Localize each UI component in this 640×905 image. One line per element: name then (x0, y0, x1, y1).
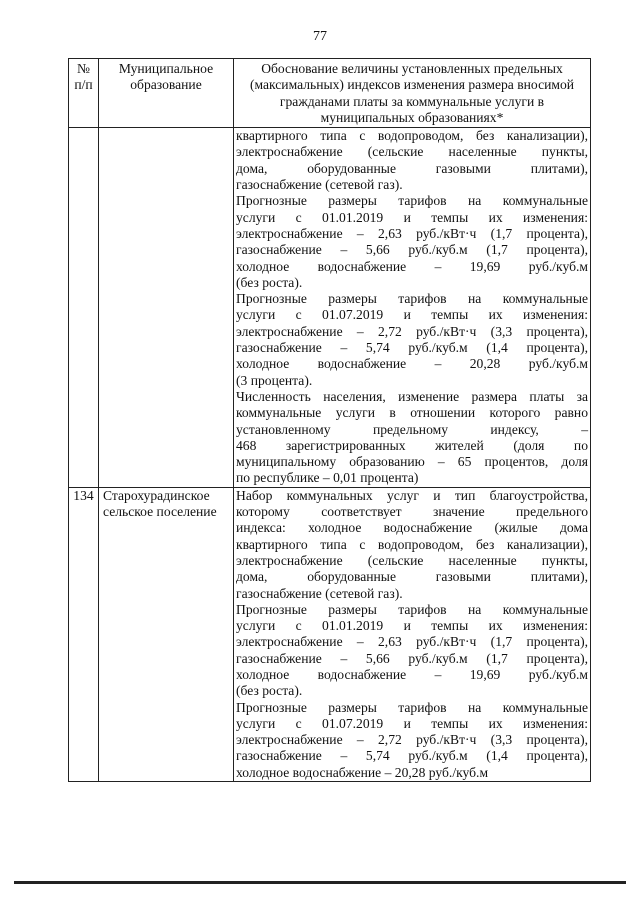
text-line: Прогнозные размеры тарифов на коммунальные (236, 193, 588, 209)
text-line: квартирного типа с водопроводом, без канализации), (236, 128, 588, 144)
text-line: электроснабжение – 2,63 руб./кВт·ч (1,7 процента), (236, 225, 588, 241)
text-line: по республике – 0,01 процента) (236, 470, 419, 486)
text-line: дома, оборудованные газовыми плитами), (236, 160, 588, 176)
text-line: холодное водоснабжение – 19,69 руб./куб.м (236, 258, 588, 274)
justification-paragraph (236, 602, 588, 700)
municipality-name (99, 128, 234, 488)
text-line: которому соответствует значение предельного (236, 504, 588, 520)
text-line: дома, оборудованные газовыми плитами), (236, 569, 588, 585)
justification-paragraph (236, 128, 588, 193)
justification-paragraph (236, 488, 588, 602)
text-line: услуги с 01.01.2019 и темпы их изменения: (236, 618, 588, 634)
text-line: Прогнозные размеры тарифов на коммунальные (236, 601, 588, 617)
text-line: квартирного типа с водопроводом, без канализации), (236, 536, 588, 552)
text-line: (без роста). (236, 274, 303, 290)
text-line: газоснабжение – 5,74 руб./куб.м (1,4 процента), (236, 748, 588, 764)
justification-paragraph (236, 700, 588, 781)
justification-paragraph (236, 291, 588, 389)
text-line: газоснабжение – 5,74 руб./куб.м (1,4 процента), (236, 340, 588, 356)
text-line: услуги с 01.07.2019 и темпы их изменения: (236, 715, 588, 731)
text-line: газоснабжение (сетевой газ). (236, 585, 403, 601)
text-line: газоснабжение – 5,66 руб./куб.м (1,7 процента), (236, 650, 588, 666)
text-line: индекса: холодное водоснабжение (жилые дома (236, 520, 588, 536)
text-line: электроснабжение (сельские населенные пункты, (236, 552, 588, 568)
justification-cell (234, 128, 591, 488)
text-line: холодное водоснабжение – 19,69 руб./куб.м (236, 666, 588, 682)
text-line: электроснабжение (сельские населенные пункты, (236, 144, 588, 160)
page-number: 77 (313, 29, 327, 44)
text-line: 468 зарегистрированных жителей (доля по (236, 437, 588, 453)
text-line: газоснабжение – 5,66 руб./куб.м (1,7 процента), (236, 242, 588, 258)
text-line: Набор коммунальных услуг и тип благоустройства, (236, 487, 588, 503)
text-line: услуги с 01.01.2019 и темпы их изменения: (236, 209, 588, 225)
text-line: газоснабжение (сетевой газ). (236, 177, 403, 193)
municipality-name: Старохурадинское сельское поселение (99, 487, 234, 781)
tariff-table (68, 58, 591, 782)
text-line: Численность населения, изменение размера платы за (236, 388, 588, 404)
text-line: (без роста). (236, 683, 303, 699)
text-line: услуги с 01.07.2019 и темпы их изменения: (236, 307, 588, 323)
text-line: электроснабжение – 2,63 руб./кВт·ч (1,7 процента), (236, 634, 588, 650)
text-line: муниципальному образованию – 65 процентов, доля (236, 454, 588, 470)
text-line: коммунальные услуги в отношении которого равно (236, 405, 588, 421)
header-justification: Обоснование величины установленных предельных (максимальных) индексов изменения размера вносимой гражданами платы за коммунальные услуги в муниципальных образованиях* (234, 59, 591, 128)
justification-paragraph (236, 389, 588, 487)
row-number (69, 128, 99, 488)
justification-cell (234, 487, 591, 781)
text-line: холодное водоснабжение – 20,28 руб./куб.м (236, 356, 588, 372)
text-line: электроснабжение – 2,72 руб./кВт·ч (3,3 процента), (236, 732, 588, 748)
text-line: Прогнозные размеры тарифов на коммунальные (236, 699, 588, 715)
header-number: № п/п (69, 59, 99, 128)
table-row (69, 487, 591, 781)
page-bottom-rule (14, 881, 626, 884)
text-line: электроснабжение – 2,72 руб./кВт·ч (3,3 процента), (236, 323, 588, 339)
row-number: 134 (69, 487, 99, 781)
text-line: Прогнозные размеры тарифов на коммунальные (236, 291, 588, 307)
justification-paragraph (236, 193, 588, 291)
table-row (69, 128, 591, 488)
header-municipality: Муниципальное образование (99, 59, 234, 128)
text-line: (3 процента). (236, 372, 313, 388)
text-line: холодное водоснабжение – 20,28 руб./куб.м (236, 764, 489, 780)
text-line: установленному предельному индексу, – (236, 421, 588, 437)
table-header-row (69, 59, 591, 128)
